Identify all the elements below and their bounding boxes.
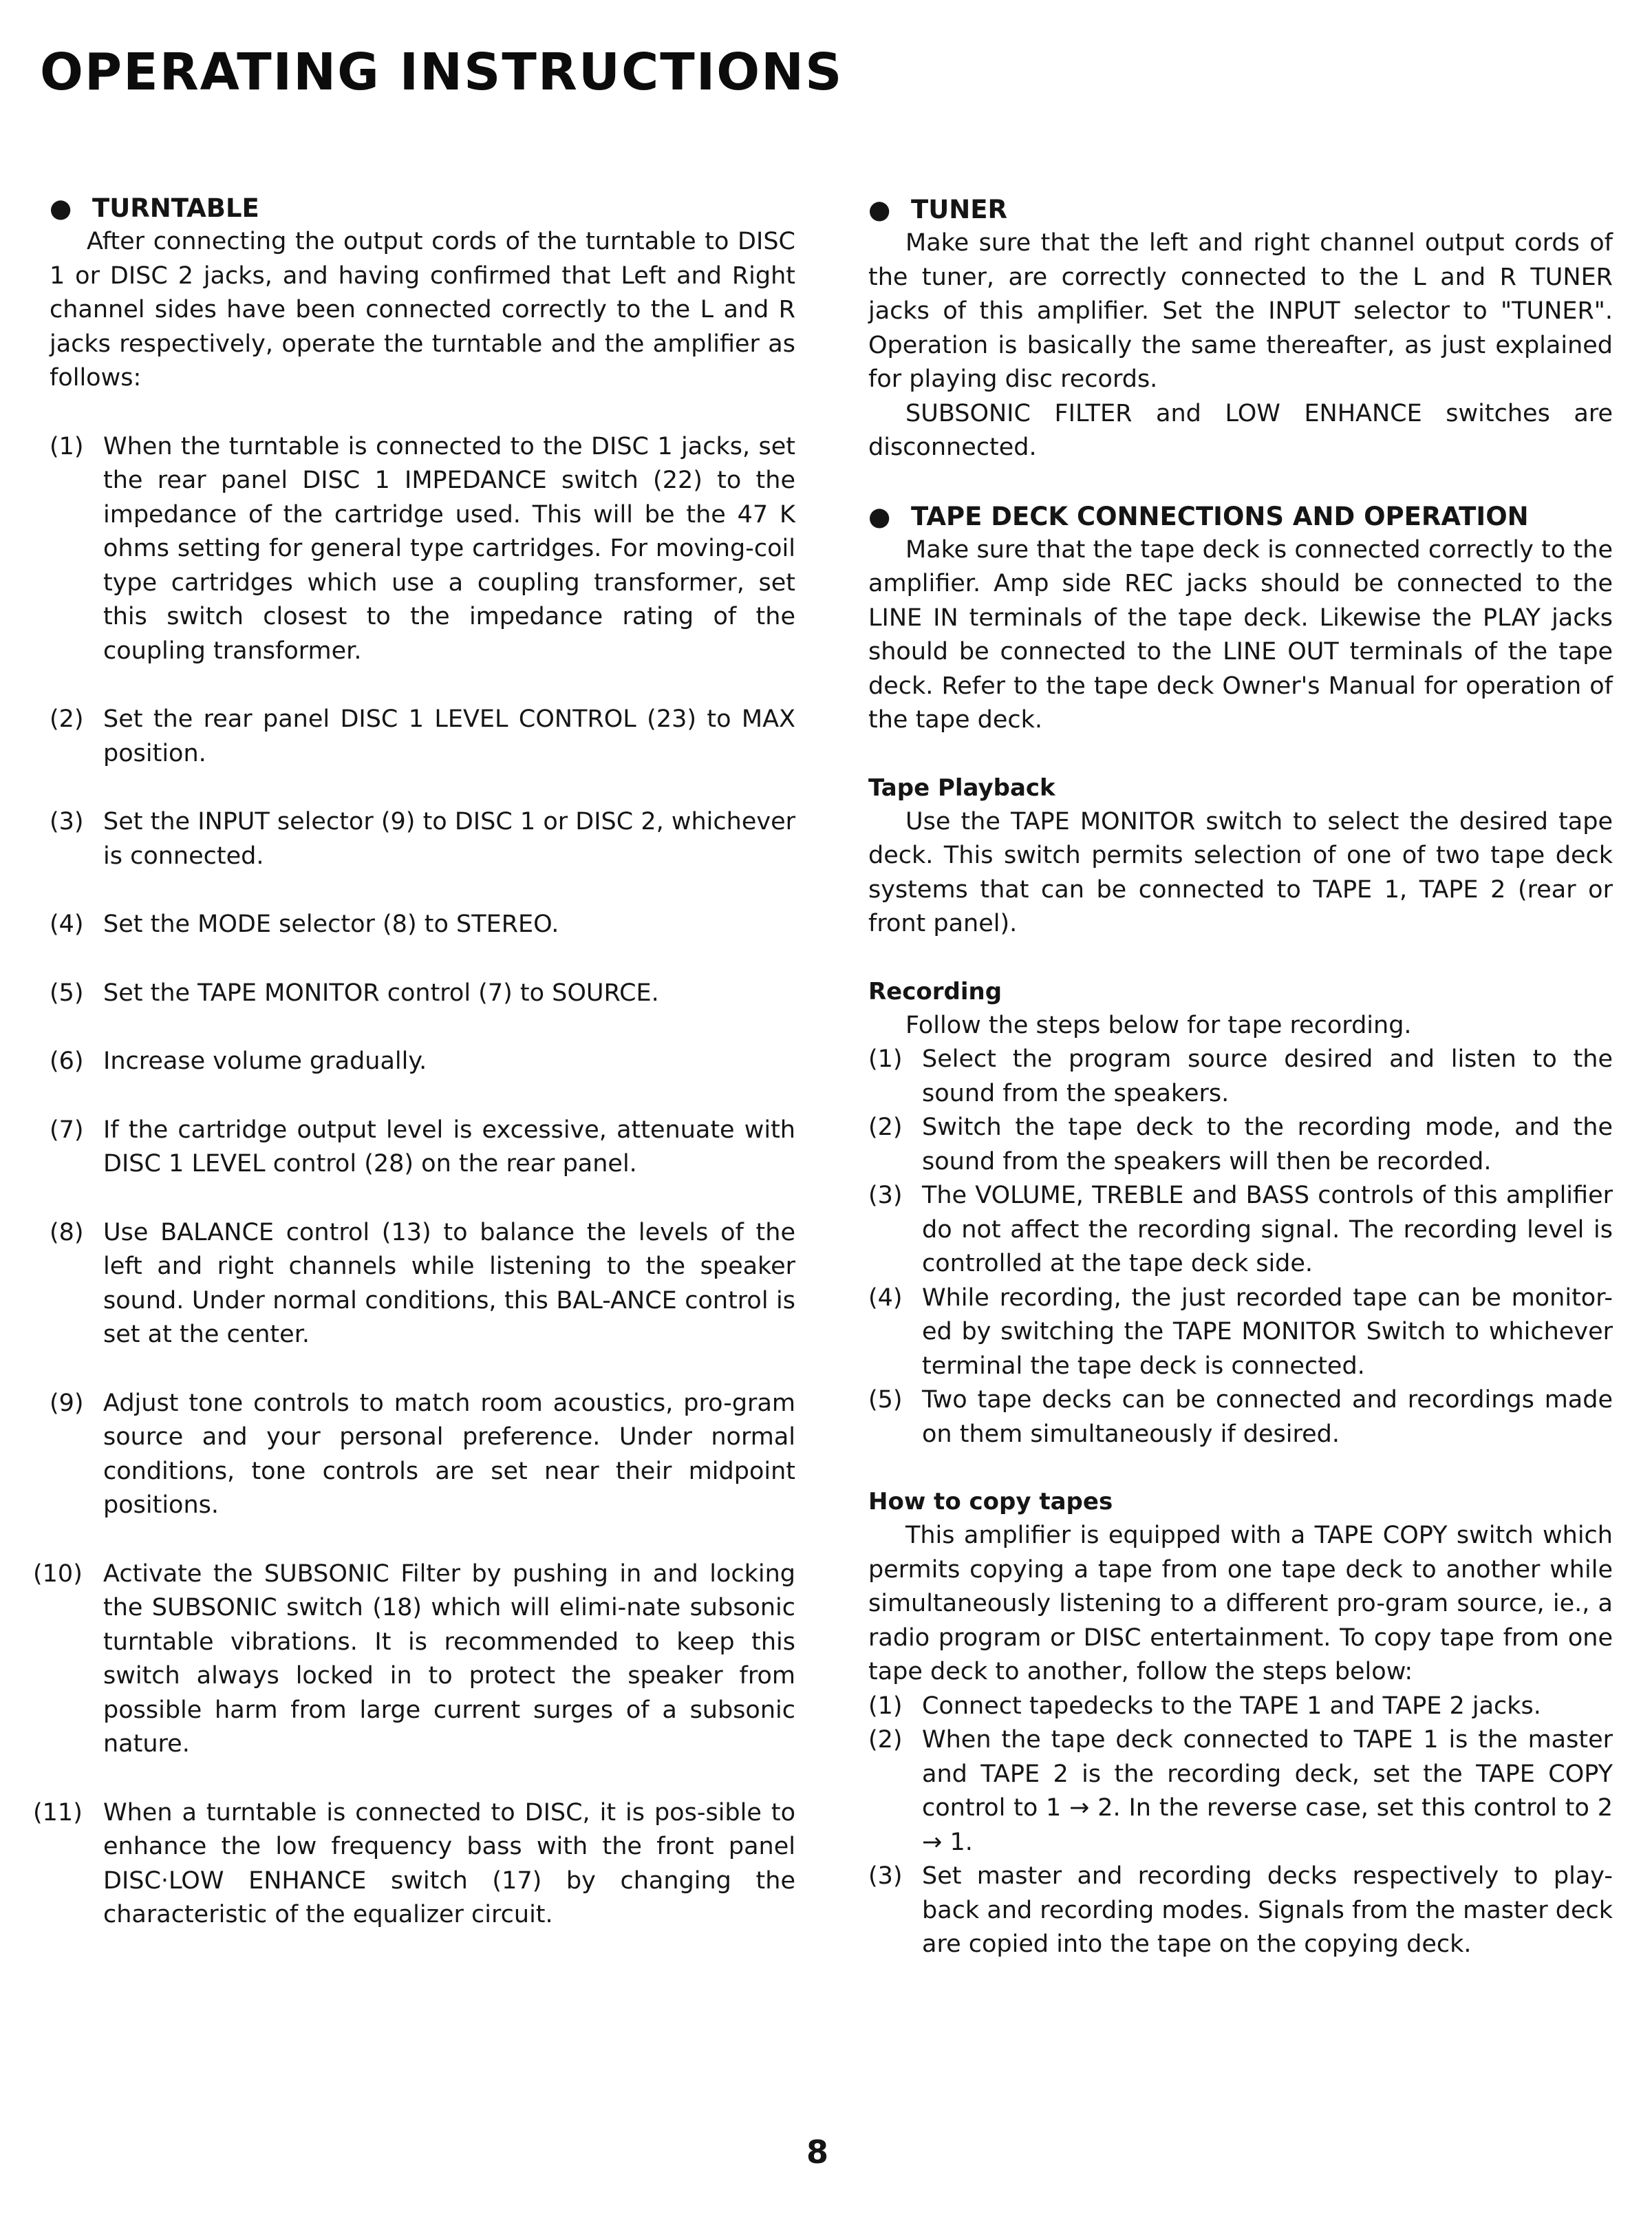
turntable-step-1 bbox=[50, 430, 795, 669]
step-text: Use BALANCE control (13) to balance the levels of the left and right channels while listening to the speaker sound. Under normal conditions, this BAL-ANCE control is set at the center. bbox=[103, 1218, 795, 1348]
step-text: Adjust tone controls to match room acoustics, pro-gram source and your personal preference. Under normal conditions, tone controls are set near their midpoint positions. bbox=[103, 1389, 795, 1519]
step-text: Increase volume gradually. bbox=[103, 1047, 427, 1075]
turntable-step-5 bbox=[50, 977, 795, 1011]
turntable-step-4 bbox=[50, 908, 795, 942]
step-text: Set the MODE selector (8) to STEREO. bbox=[103, 911, 559, 938]
recording-intro: Follow the steps below for tape recording. bbox=[905, 1011, 1412, 1039]
step-number: (8) bbox=[50, 1218, 84, 1246]
turntable-step-10 bbox=[33, 1557, 795, 1762]
left-column bbox=[33, 191, 795, 1933]
turntable-step-3 bbox=[50, 805, 795, 873]
recording-step-2 bbox=[868, 1111, 1613, 1179]
step-text: Select the program source desired and listen to the sound from the speakers. bbox=[922, 1045, 1613, 1107]
copy-step-1 bbox=[868, 1690, 1613, 1724]
tape-deck-heading bbox=[868, 500, 1613, 533]
copy-step-2 bbox=[868, 1723, 1613, 1860]
recording-step-1 bbox=[868, 1043, 1613, 1111]
recording-step-3 bbox=[868, 1179, 1613, 1281]
step-text: Set master and recording decks respectively to play-back and recording modes. Signals from the master deck are copied into the tape on the copying deck. bbox=[922, 1862, 1613, 1958]
tuner-heading bbox=[868, 193, 1613, 226]
turntable-heading-text: TURNTABLE bbox=[92, 193, 259, 223]
bullet-icon: ● bbox=[868, 501, 891, 531]
step-number: (2) bbox=[868, 1114, 903, 1141]
step-number: (3) bbox=[868, 1862, 903, 1890]
step-text: If the cartridge output level is excessive, attenuate with DISC 1 LEVEL control (28) on the rear panel. bbox=[103, 1116, 795, 1178]
step-text: Activate the SUBSONIC Filter by pushing in and locking the SUBSONIC switch (18) which will elimi-nate subsonic turntable vibrations. It is recommended to keep this switch always locked in to protect the speaker from possible harm from large current surges of a subsonic nature. bbox=[103, 1559, 795, 1758]
copy-tapes-heading: How to copy tapes bbox=[868, 1488, 1113, 1515]
copy-tapes-intro: This amplifier is equipped with a TAPE COPY switch which permits copying a tape from one tape deck to another while simultaneously listening to a different pro-gram source, ie., a radio program or DISC entertainment. To copy tape from one tape deck to another, follow the steps below: bbox=[868, 1522, 1613, 1685]
step-text: When the tape deck connected to TAPE 1 is the master and TAPE 2 is the recording deck, set the TAPE COPY control to 1 → 2. In the reverse case, set this control to 2 → 1. bbox=[922, 1726, 1613, 1856]
recording-step-4 bbox=[868, 1281, 1613, 1384]
recording-heading: Recording bbox=[868, 977, 1002, 1005]
right-column bbox=[868, 193, 1613, 1962]
turntable-step-8 bbox=[50, 1216, 795, 1352]
page-number: 8 bbox=[806, 2133, 829, 2171]
tuner-heading-text: TUNER bbox=[911, 195, 1008, 224]
step-text: Two tape decks can be connected and recordings made on them simultaneously if desired. bbox=[922, 1386, 1613, 1448]
step-number: (1) bbox=[50, 432, 84, 460]
step-number: (10) bbox=[33, 1559, 83, 1588]
step-number: (9) bbox=[50, 1389, 84, 1417]
step-text: Set the TAPE MONITOR control (7) to SOURCE. bbox=[103, 979, 659, 1007]
step-number: (1) bbox=[868, 1045, 903, 1073]
step-text: When a turntable is connected to DISC, it is pos-sible to enhance the low frequency bass with the front panel DISC·LOW ENHANCE switch (17) by changing the characteristic of the equalizer circuit. bbox=[103, 1798, 795, 1928]
step-number: (2) bbox=[50, 705, 84, 733]
turntable-step-7 bbox=[50, 1114, 795, 1182]
step-text: When the turntable is connected to the DISC 1 jacks, set the rear panel DISC 1 IMPEDANCE switch (22) to the impedance of the cartridge used. This will be the 47 K ohms setting for general type cartridges. For moving-coil type cartridges which use a coupling transformer, set this switch closest to the impedance rating of the coupling transformer. bbox=[103, 432, 795, 665]
recording-step-5 bbox=[868, 1383, 1613, 1451]
bullet-icon: ● bbox=[50, 193, 72, 223]
step-text: Set the INPUT selector (9) to DISC 1 or DISC 2, whichever is connected. bbox=[103, 808, 795, 870]
step-number: (7) bbox=[50, 1116, 84, 1144]
bullet-icon: ● bbox=[868, 195, 891, 224]
step-text: Set the rear panel DISC 1 LEVEL CONTROL (23) to MAX position. bbox=[103, 705, 795, 767]
step-number: (4) bbox=[868, 1284, 903, 1312]
tape-playback-text: Use the TAPE MONITOR switch to select the desired tape deck. This switch permits selection of one of two tape deck systems that can be connected to TAPE 1, TAPE 2 (rear or front panel). bbox=[868, 807, 1613, 937]
step-number: (3) bbox=[868, 1182, 903, 1209]
copy-step-3 bbox=[868, 1860, 1613, 1962]
tape-deck-heading-text: TAPE DECK CONNECTIONS AND OPERATION bbox=[911, 501, 1529, 531]
step-number: (5) bbox=[868, 1386, 903, 1414]
step-number: (3) bbox=[50, 808, 84, 835]
turntable-step-6 bbox=[50, 1045, 795, 1079]
step-number: (11) bbox=[33, 1798, 83, 1827]
step-number: (1) bbox=[868, 1692, 903, 1720]
page-title: OPERATING INSTRUCTIONS bbox=[40, 43, 844, 102]
step-text: While recording, the just recorded tape can be monitor-ed by switching the TAPE MONITOR Switch to whichever terminal the tape deck is connected. bbox=[922, 1284, 1613, 1380]
turntable-step-2 bbox=[50, 703, 795, 771]
turntable-step-9 bbox=[50, 1387, 795, 1523]
step-number: (5) bbox=[50, 979, 84, 1007]
tuner-paragraph-2: SUBSONIC FILTER and LOW ENHANCE switches are disconnected. bbox=[868, 399, 1613, 461]
tape-playback-heading: Tape Playback bbox=[868, 774, 1055, 802]
step-number: (4) bbox=[50, 911, 84, 938]
turntable-heading bbox=[50, 191, 795, 225]
step-text: Connect tapedecks to the TAPE 1 and TAPE 2 jacks. bbox=[922, 1692, 1541, 1720]
tuner-paragraph-1: Make sure that the left and right channel output cords of the tuner, are correctly connected to the L and R TUNER jacks of this amplifier. Set the INPUT selector to "TUNER". Operation is basically the same thereafter, as just explained for playing disc records. bbox=[868, 229, 1613, 393]
turntable-intro: After connecting the output cords of the turntable to DISC 1 or DISC 2 jacks, and having confirmed that Left and Right channel sides have been connected correctly to the L and R jacks respectively, operate the turntable and the amplifier as follows: bbox=[50, 228, 795, 392]
step-number: (6) bbox=[50, 1047, 84, 1075]
step-number: (2) bbox=[868, 1726, 903, 1754]
turntable-step-11 bbox=[33, 1796, 795, 1933]
tape-deck-intro: Make sure that the tape deck is connected correctly to the amplifier. Amp side REC jacks should be connected to the LINE IN terminals of the tape deck. Likewise the PLAY jacks should be connected to the LINE OUT terminals of the tape deck. Refer to the tape deck Owner's Manual for operation of the tape deck. bbox=[868, 535, 1613, 734]
step-text: Switch the tape deck to the recording mode, and the sound from the speakers will then be recorded. bbox=[922, 1114, 1613, 1175]
step-text: The VOLUME, TREBLE and BASS controls of this amplifier do not affect the recording signal. The recording level is controlled at the tape deck side. bbox=[922, 1182, 1613, 1277]
